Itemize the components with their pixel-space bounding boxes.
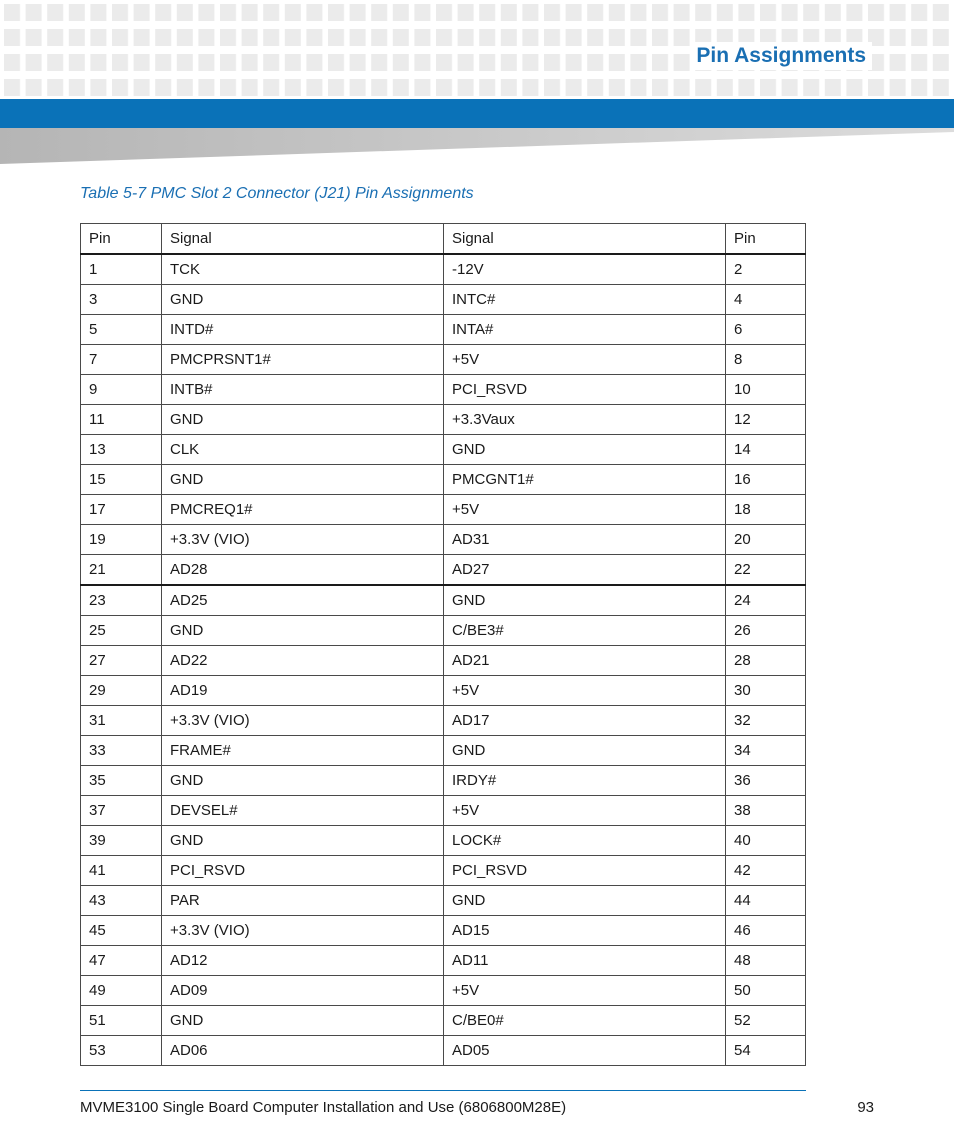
cell-pin-left: 31 <box>81 706 162 736</box>
table-row <box>81 856 806 886</box>
cell-pin-right: 14 <box>726 435 806 465</box>
cell-pin-left: 39 <box>81 826 162 856</box>
cell-signal-right: GND <box>444 585 726 616</box>
cell-pin-left: 5 <box>81 315 162 345</box>
cell-pin-left: 11 <box>81 405 162 435</box>
header-blue-bar <box>0 99 954 128</box>
table-row <box>81 405 806 435</box>
cell-signal-right: GND <box>444 736 726 766</box>
cell-pin-left: 53 <box>81 1036 162 1066</box>
cell-pin-left: 7 <box>81 345 162 375</box>
table-row <box>81 585 806 616</box>
table-row <box>81 465 806 495</box>
cell-pin-left: 1 <box>81 254 162 285</box>
cell-signal-right: -12V <box>444 254 726 285</box>
cell-signal-right: AD15 <box>444 916 726 946</box>
cell-pin-right: 50 <box>726 976 806 1006</box>
cell-signal-left: AD25 <box>162 585 444 616</box>
table-row <box>81 1036 806 1066</box>
cell-signal-left: +3.3V (VIO) <box>162 706 444 736</box>
table-row <box>81 525 806 555</box>
cell-pin-left: 17 <box>81 495 162 525</box>
cell-signal-right: AD21 <box>444 646 726 676</box>
cell-pin-right: 4 <box>726 285 806 315</box>
cell-signal-left: PMCREQ1# <box>162 495 444 525</box>
table-body <box>81 254 806 1066</box>
cell-pin-right: 48 <box>726 946 806 976</box>
pin-assignment-table <box>80 223 806 1066</box>
cell-signal-left: GND <box>162 285 444 315</box>
table-row <box>81 646 806 676</box>
cell-signal-left: AD19 <box>162 676 444 706</box>
cell-signal-left: CLK <box>162 435 444 465</box>
table-row <box>81 375 806 405</box>
table-row <box>81 1006 806 1036</box>
cell-signal-right: GND <box>444 435 726 465</box>
cell-signal-left: GND <box>162 405 444 435</box>
cell-pin-right: 2 <box>726 254 806 285</box>
table-row <box>81 736 806 766</box>
section-title: Pin Assignments <box>690 42 872 70</box>
cell-signal-left: PCI_RSVD <box>162 856 444 886</box>
cell-pin-left: 33 <box>81 736 162 766</box>
table-row <box>81 616 806 646</box>
table-row <box>81 826 806 856</box>
cell-pin-left: 19 <box>81 525 162 555</box>
table-row <box>81 285 806 315</box>
cell-signal-right: C/BE3# <box>444 616 726 646</box>
cell-signal-right: LOCK# <box>444 826 726 856</box>
cell-pin-right: 40 <box>726 826 806 856</box>
cell-signal-left: GND <box>162 766 444 796</box>
cell-signal-right: PCI_RSVD <box>444 375 726 405</box>
cell-pin-right: 46 <box>726 916 806 946</box>
cell-pin-right: 18 <box>726 495 806 525</box>
cell-signal-right: INTC# <box>444 285 726 315</box>
header-signal-left: Signal <box>162 224 444 255</box>
table-row <box>81 345 806 375</box>
cell-pin-left: 21 <box>81 555 162 586</box>
table-row <box>81 976 806 1006</box>
cell-pin-left: 15 <box>81 465 162 495</box>
cell-pin-right: 44 <box>726 886 806 916</box>
cell-pin-left: 35 <box>81 766 162 796</box>
cell-signal-right: AD17 <box>444 706 726 736</box>
cell-signal-left: AD22 <box>162 646 444 676</box>
cell-signal-left: AD28 <box>162 555 444 586</box>
cell-signal-right: +5V <box>444 345 726 375</box>
page-number: 93 <box>857 1099 874 1116</box>
table-row <box>81 315 806 345</box>
table-header-row <box>81 224 806 255</box>
cell-pin-left: 9 <box>81 375 162 405</box>
cell-pin-left: 51 <box>81 1006 162 1036</box>
table-row <box>81 555 806 586</box>
cell-pin-right: 12 <box>726 405 806 435</box>
header-pin-left: Pin <box>81 224 162 255</box>
cell-pin-left: 23 <box>81 585 162 616</box>
cell-signal-right: AD27 <box>444 555 726 586</box>
cell-pin-left: 25 <box>81 616 162 646</box>
cell-pin-right: 6 <box>726 315 806 345</box>
footer-document-title: MVME3100 Single Board Computer Installation and Use (6806800M28E) <box>80 1099 567 1116</box>
cell-signal-right: +5V <box>444 796 726 826</box>
table-row <box>81 886 806 916</box>
table-row <box>81 946 806 976</box>
cell-signal-left: GND <box>162 826 444 856</box>
cell-pin-right: 32 <box>726 706 806 736</box>
cell-signal-left: INTB# <box>162 375 444 405</box>
cell-signal-right: PMCGNT1# <box>444 465 726 495</box>
cell-signal-left: GND <box>162 1006 444 1036</box>
cell-pin-right: 38 <box>726 796 806 826</box>
cell-signal-left: FRAME# <box>162 736 444 766</box>
cell-signal-right: C/BE0# <box>444 1006 726 1036</box>
cell-signal-right: +5V <box>444 676 726 706</box>
cell-pin-right: 42 <box>726 856 806 886</box>
cell-signal-right: IRDY# <box>444 766 726 796</box>
cell-signal-right: +5V <box>444 495 726 525</box>
table-row <box>81 916 806 946</box>
cell-signal-left: TCK <box>162 254 444 285</box>
cell-signal-left: GND <box>162 465 444 495</box>
cell-signal-left: PAR <box>162 886 444 916</box>
cell-pin-right: 36 <box>726 766 806 796</box>
cell-pin-right: 16 <box>726 465 806 495</box>
table-row <box>81 766 806 796</box>
table-row <box>81 495 806 525</box>
cell-signal-right: +5V <box>444 976 726 1006</box>
header-pin-right: Pin <box>726 224 806 255</box>
cell-pin-left: 49 <box>81 976 162 1006</box>
cell-signal-left: AD12 <box>162 946 444 976</box>
cell-pin-left: 13 <box>81 435 162 465</box>
cell-pin-left: 3 <box>81 285 162 315</box>
table-row <box>81 676 806 706</box>
cell-pin-right: 8 <box>726 345 806 375</box>
cell-signal-left: DEVSEL# <box>162 796 444 826</box>
cell-signal-left: AD06 <box>162 1036 444 1066</box>
cell-signal-right: AD05 <box>444 1036 726 1066</box>
table-row <box>81 254 806 285</box>
cell-pin-right: 54 <box>726 1036 806 1066</box>
cell-pin-right: 28 <box>726 646 806 676</box>
cell-pin-left: 29 <box>81 676 162 706</box>
cell-pin-left: 27 <box>81 646 162 676</box>
cell-signal-left: PMCPRSNT1# <box>162 345 444 375</box>
cell-signal-right: AD31 <box>444 525 726 555</box>
cell-pin-right: 26 <box>726 616 806 646</box>
table-row <box>81 435 806 465</box>
cell-pin-right: 24 <box>726 585 806 616</box>
header-gray-wedge <box>0 128 954 164</box>
cell-signal-left: GND <box>162 616 444 646</box>
cell-pin-right: 22 <box>726 555 806 586</box>
cell-pin-right: 10 <box>726 375 806 405</box>
header-signal-right: Signal <box>444 224 726 255</box>
cell-pin-right: 30 <box>726 676 806 706</box>
cell-signal-right: PCI_RSVD <box>444 856 726 886</box>
footer-rule <box>80 1090 806 1091</box>
table-row <box>81 706 806 736</box>
cell-pin-left: 45 <box>81 916 162 946</box>
cell-signal-left: +3.3V (VIO) <box>162 916 444 946</box>
table-caption: Table 5-7 PMC Slot 2 Connector (J21) Pin Assignments <box>80 185 474 202</box>
cell-pin-right: 52 <box>726 1006 806 1036</box>
cell-signal-right: AD11 <box>444 946 726 976</box>
cell-signal-right: +3.3Vaux <box>444 405 726 435</box>
cell-pin-right: 20 <box>726 525 806 555</box>
cell-signal-left: AD09 <box>162 976 444 1006</box>
cell-signal-left: +3.3V (VIO) <box>162 525 444 555</box>
cell-pin-right: 34 <box>726 736 806 766</box>
cell-pin-left: 47 <box>81 946 162 976</box>
cell-pin-left: 43 <box>81 886 162 916</box>
cell-pin-left: 37 <box>81 796 162 826</box>
cell-signal-right: GND <box>444 886 726 916</box>
cell-signal-right: INTA# <box>444 315 726 345</box>
cell-signal-left: INTD# <box>162 315 444 345</box>
cell-pin-left: 41 <box>81 856 162 886</box>
table-row <box>81 796 806 826</box>
